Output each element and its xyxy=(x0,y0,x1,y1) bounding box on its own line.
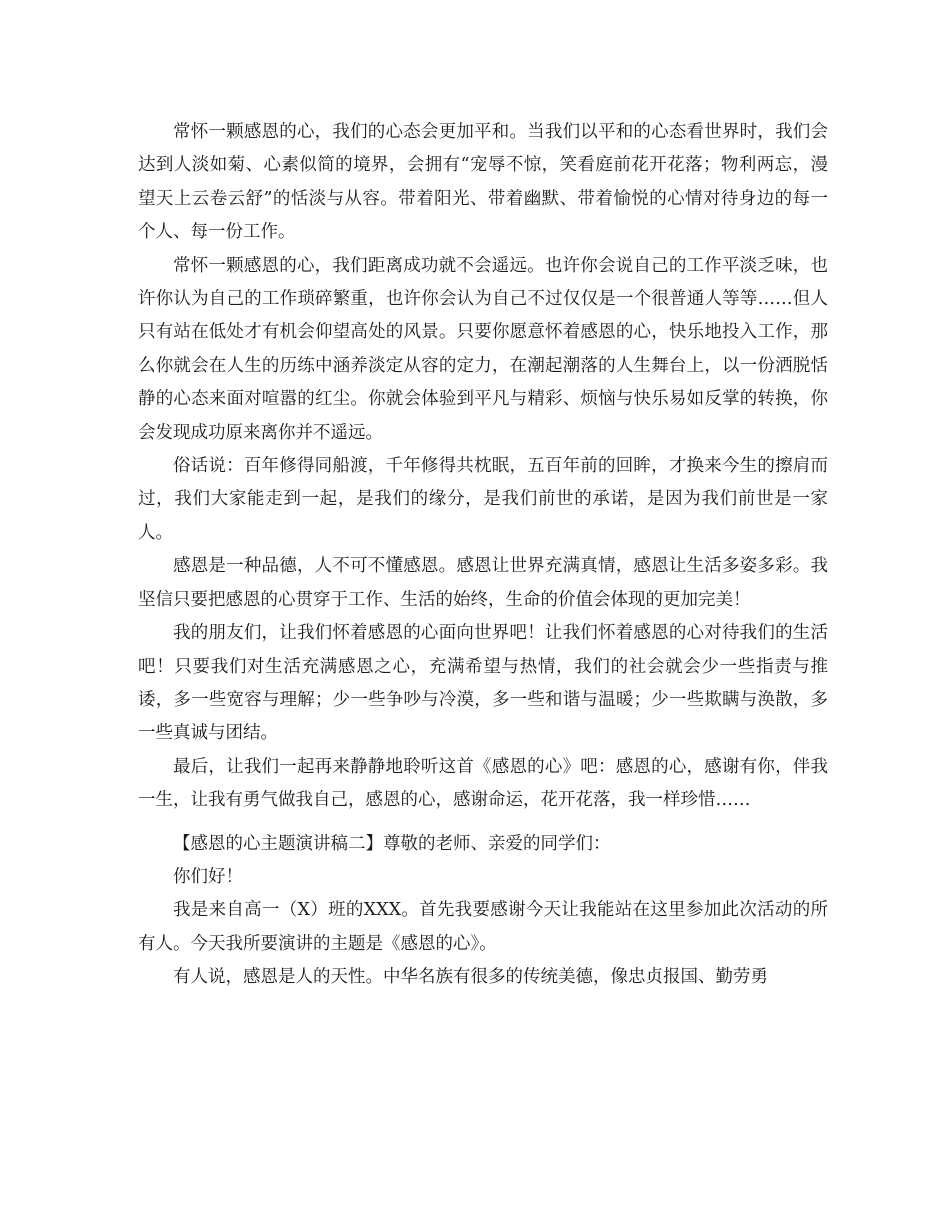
greeting: 你们好！ xyxy=(173,866,243,887)
document-page xyxy=(138,116,828,995)
paragraph-4: 感恩是一种品德，人不可不懂感恩。感恩让世界充满真情，感恩让生活多姿多彩。我坚信只要把感恩的心贯穿于工作、生活的始终，生命的价值会体现的更加完美！ xyxy=(138,556,828,610)
paragraph-7: 我是来自高一（X）班的XXX。首先我要感谢今天让我能站在这里参加此次活动的所有人。今天我所要演讲的主题是《感恩的心》。 xyxy=(138,900,828,954)
paragraph-5: 我的朋友们，让我们怀着感恩的心面向世界吧！让我们怀着感恩的心对待我们的生活吧！只要我们对生活充满感恩之心，充满希望与热情，我们的社会就会少一些指责与推诿，多一些宽容与理解；少一些争吵与冷漠，多一些和谐与温暖；少一些欺瞒与涣散，多一些真诚与团结。 xyxy=(138,623,828,744)
paragraph-8: 有人说，感恩是人的天性。中华名族有很多的传统美德，像忠贞报国、勤劳勇 xyxy=(173,967,768,988)
paragraph-1: 常怀一颗感恩的心，我们的心态会更加平和。当我们以平和的心态看世界时，我们会达到人淡如菊、心素似简的境界，会拥有“宠辱不惊，笑看庭前花开花落；物利两忘，漫望天上云卷云舒”的恬淡与从容。带着阳光、带着幽默、带着愉悦的心情对待身边的每一个人、每一份工作。 xyxy=(138,122,828,243)
paragraph-2: 常怀一颗感恩的心，我们距离成功就不会遥远。也许你会说自己的工作平淡乏味，也许你认为自己的工作琐碎繁重，也许你会认为自己不过仅仅是一个很普通人等等……但人只有站在低处才有机会仰望高处的风景。只要你愿意怀着感恩的心，快乐地投入工作，那么你就会在人生的历练中涵养淡定从容的定力，在潮起潮落的人生舞台上，以一份洒脱恬静的心态来面对喧嚣的红尘。你就会体验到平凡与精彩、烦恼与快乐易如反掌的转换，你会发现成功原来离你并不遥远。 xyxy=(138,255,828,443)
section-heading: 【感恩的心主题演讲稿二】尊敬的老师、亲爱的同学们： xyxy=(173,833,611,854)
paragraph-3: 俗话说：百年修得同船渡，千年修得共枕眠，五百年前的回眸，才换来今生的擦肩而过，我们大家能走到一起，是我们的缘分，是我们前世的承诺，是因为我们前世是一家人。 xyxy=(138,456,828,543)
paragraph-6: 最后，让我们一起再来静静地聆听这首《感恩的心》吧：感恩的心，感谢有你，伴我一生，让我有勇气做我自己，感恩的心，感谢命运，花开花落，我一样珍惜…… xyxy=(138,756,828,811)
